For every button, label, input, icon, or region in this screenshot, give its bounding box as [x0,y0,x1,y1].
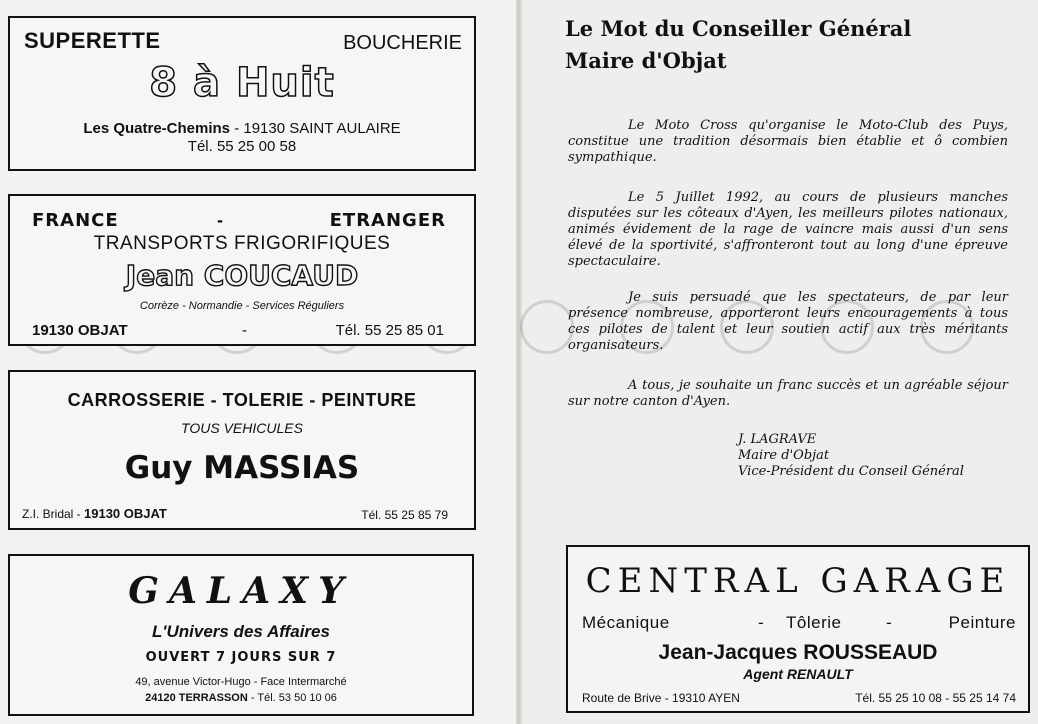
massias-phone: Tél. 55 25 85 79 [361,508,448,522]
massias-address [22,506,167,521]
coucaud-france: FRANCE [32,210,119,231]
central-garage-phone: Tél. 55 25 10 08 - 55 25 14 74 [855,691,1016,705]
signature-title-2: Vice-Président du Conseil Général [738,464,964,479]
ad-galaxy [8,554,474,716]
superette-name: SUPERETTE [24,28,161,53]
galaxy-address: 49, avenue Victor-Hugo - Face Intermarché [135,676,347,688]
coucaud-name: Jean COUCAUD [125,259,359,292]
ad-superette [8,16,476,171]
signature-name: J. LAGRAVE [738,432,817,447]
coucaud-service: TRANSPORTS FRIGORIFIQUES [93,233,391,254]
central-garage-service-mecanique: Mécanique [582,613,670,632]
central-garage-dash: - [758,613,764,632]
signature-title: Maire d'Objat [738,448,830,463]
ad-central-garage [566,545,1030,713]
coucaud-routes: Corrèze - Normandie - Services Réguliers [139,300,345,312]
ad-massias [8,370,476,530]
galaxy-contact [10,692,472,704]
letter-heading-subtitle: Maire d'Objat [565,48,727,73]
letter-signature [738,432,964,480]
ad-coucaud [8,194,476,346]
page-spine [516,0,522,724]
coucaud-phone: Tél. 55 25 85 01 [335,322,444,339]
coucaud-etranger: ETRANGER [329,210,446,231]
central-garage-service-peinture: Peinture [948,613,1016,632]
massias-name: Guy MASSIAS [124,450,360,486]
coucaud-dash: - [217,210,223,230]
galaxy-name: GALAXY [128,570,354,612]
superette-brand: 8 à Huit [149,60,335,106]
superette-city: - 19130 SAINT AULAIRE [230,120,401,137]
letter-paragraph: Je suis persuadé que les spectateurs, de par leur présence nombreuse, apporteront leurs encouragements à tous ces pilotes de talent et leur soutien actif aux très méritants organisateurs. [568,290,1008,353]
coucaud-dash-2: - [242,322,247,339]
central-garage-name: CENTRAL GARAGE [585,561,1011,601]
massias-zone: Z.I. Bridal - [22,507,85,521]
superette-phone: Tél. 55 25 00 58 [187,138,297,155]
superette-address [10,120,474,137]
superette-category: BOUCHERIE [343,32,462,54]
central-garage-dash-2: - [886,613,892,632]
central-garage-address: Route de Brive - 19310 AYEN [582,691,740,705]
letter-heading-title: Le Mot du Conseiller Général [565,16,912,41]
coucaud-city: 19130 OBJAT [32,322,128,339]
massias-vehicles: TOUS VEHICULES [181,420,303,436]
letter-paragraph: Le 5 Juillet 1992, au cours de plusieurs manches disputées sur les côteaux d'Ayen, les meilleurs pilotes nationaux, animés évidement de la rage de vaincre mais aussi d'un sens élevé de la sportivité, s'affronteront tout au long d'une épreuve spectaculaire. [568,190,1008,269]
superette-locality: Les Quatre-Chemins [83,120,231,137]
massias-services: CARROSSERIE - TOLERIE - PEINTURE [67,390,417,410]
watermark-logo-icon [520,300,574,354]
galaxy-tagline: L'Univers des Affaires [152,622,330,641]
galaxy-city: 24120 TERRASSON [145,692,248,704]
central-garage-service-tolerie: Tôlerie [786,613,842,632]
letter-paragraph: A tous, je souhaite un franc succès et un agréable séjour sur notre canton d'Ayen. [568,378,1008,409]
central-garage-owner: Jean-Jacques ROUSSEAUD [658,641,938,664]
massias-city: 19130 OBJAT [84,506,167,521]
letter-paragraph: Le Moto Cross qu'organise le Moto-Club des Puys, constitue une tradition désormais bien établie et ô combien sympathique. [568,118,1008,165]
galaxy-phone: - Tél. 53 50 10 06 [247,692,337,704]
galaxy-hours: OUVERT 7 JOURS SUR 7 [145,650,337,665]
central-garage-agent: Agent RENAULT [743,666,853,682]
